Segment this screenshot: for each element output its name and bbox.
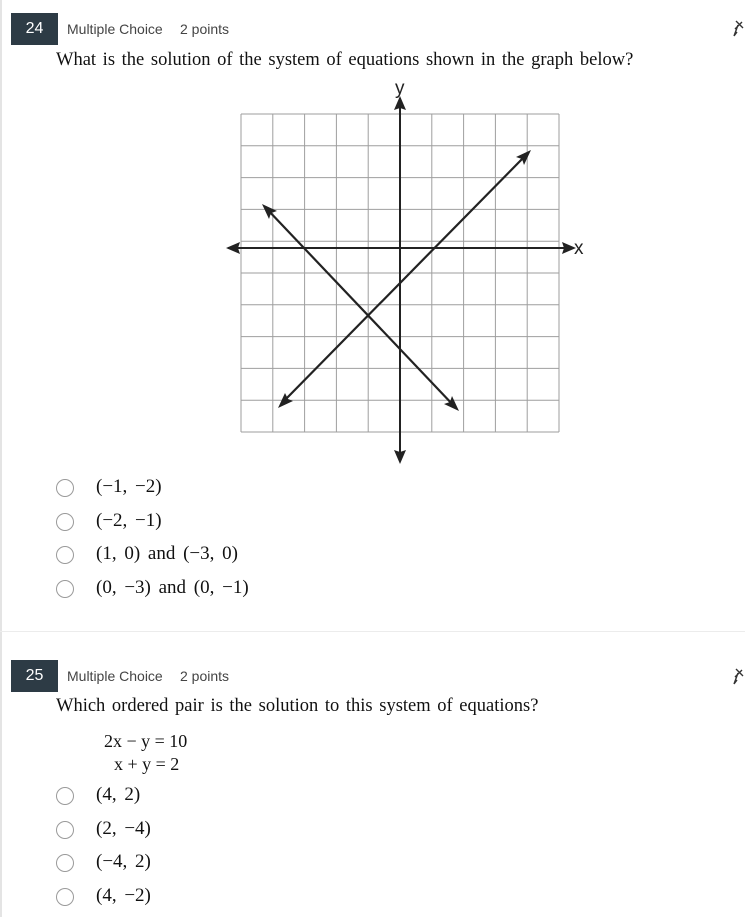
question-type: Multiple Choice xyxy=(67,668,163,684)
question-header xyxy=(0,658,745,694)
radio-button[interactable] xyxy=(56,821,74,839)
line-falling xyxy=(266,208,455,407)
option-label[interactable]: (−1, −2) xyxy=(96,476,162,497)
question-25 xyxy=(0,658,745,906)
question-number-badge: 24 xyxy=(11,13,58,45)
radio-button[interactable] xyxy=(56,580,74,598)
option-label[interactable]: (4, −2) xyxy=(96,884,151,906)
equation-system xyxy=(104,730,187,776)
x-axis-label: x xyxy=(574,238,584,259)
radio-button[interactable] xyxy=(56,546,74,564)
question-divider xyxy=(0,631,745,632)
option-label[interactable]: (−2, −1) xyxy=(96,509,162,531)
question-text: What is the solution of the system of equations shown in the graph below? xyxy=(56,50,634,70)
question-header xyxy=(0,0,745,36)
line-rising xyxy=(282,154,527,403)
question-type: Multiple Choice xyxy=(67,21,163,37)
option-label[interactable]: (1, 0) and (−3, 0) xyxy=(96,543,238,564)
radio-button[interactable] xyxy=(56,888,74,906)
question-text: Which ordered pair is the solution to this system of equations? xyxy=(56,696,539,716)
radio-button[interactable] xyxy=(56,479,74,497)
pin-icon[interactable] xyxy=(733,19,745,37)
question-number-badge: 25 xyxy=(11,660,58,692)
radio-button[interactable] xyxy=(56,513,74,531)
option-label[interactable]: (−4, 2) xyxy=(96,851,151,872)
y-axis-arrow-down xyxy=(394,450,406,464)
equation-1: 2x − y = 10 xyxy=(104,731,188,751)
option-label[interactable]: (0, −3) and (0, −1) xyxy=(96,576,249,598)
question-points: 2 points xyxy=(180,21,230,37)
option-label[interactable]: (4, 2) xyxy=(96,784,141,805)
question-points: 2 points xyxy=(180,668,230,684)
y-axis-label: y xyxy=(395,78,405,99)
radio-button[interactable] xyxy=(56,854,74,872)
equation-2: x + y = 2 xyxy=(114,754,180,774)
pin-icon[interactable] xyxy=(733,667,745,685)
radio-button[interactable] xyxy=(56,787,74,805)
page-left-border xyxy=(0,0,2,917)
option-label[interactable]: (2, −4) xyxy=(96,817,151,839)
x-axis-arrow-left xyxy=(226,242,240,254)
coordinate-graph xyxy=(222,78,592,470)
